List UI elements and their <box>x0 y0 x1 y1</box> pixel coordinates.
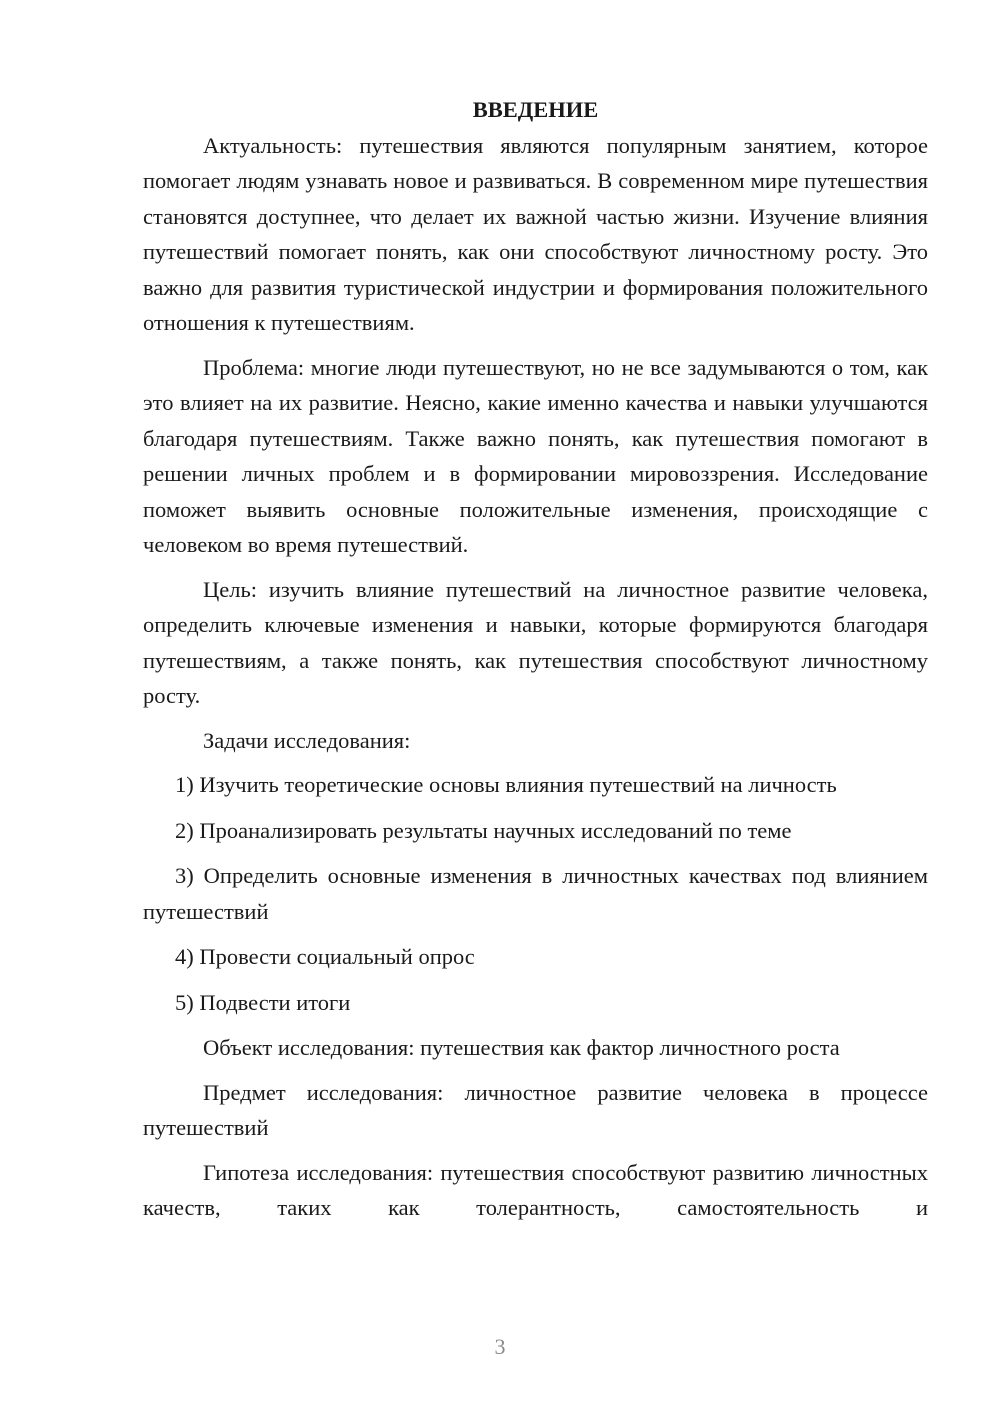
paragraph-subject: Предмет исследования: личностное развитие человека в процессе путешествий <box>143 1079 928 1140</box>
task-item-5: 5) Подвести итоги <box>175 989 351 1015</box>
page-title: ВВЕДЕНИЕ <box>472 97 599 122</box>
document-page <box>143 92 928 1235</box>
task-item-4: 4) Провести социальный опрос <box>175 944 475 969</box>
paragraph-object: Объект исследования: путешествия как фактор личностного роста <box>203 1035 840 1060</box>
paragraph-relevance: Актуальность: путешествия являются популярным занятием, которое помогает людям узнавать новое и развиваться. В современном мире путешествия становятся доступнее, что делает их важной частью жизни. Изучение влияния путешествий помогает понять, как они способствуют личностному росту. Это важно для развития туристической индустрии и формирования положительного отношения к путешествиям. <box>143 132 928 335</box>
paragraph-goal: Цель: изучить влияние путешествий на личностное развитие человека, определить ключевые изменения и навыки, которые формируются благодаря путешествиям, а также понять, как путешествия способствуют личностному росту. <box>143 576 928 708</box>
task-item-2: 2) Проанализировать результаты научных исследований по теме <box>175 817 792 843</box>
paragraph-hypothesis: Гипотеза исследования: путешествия способствуют развитию личностных качеств, таких как толерантность, самостоятельность и <box>143 1159 928 1220</box>
tasks-title: Задачи исследования: <box>203 727 411 753</box>
paragraph-problem: Проблема: многие люди путешествуют, но не все задумываются о том, как это влияет на их развитие. Неясно, какие именно качества и навыки улучшаются благодаря путешествиям. Также важно понять, как путешествия помогают в решении личных проблем и в формировании мировоззрения. Исследование поможет выявить основные положительные изменения, происходящие с человеком во время путешествий. <box>143 354 928 557</box>
task-item-1: 1) Изучить теоретические основы влияния путешествий на личность <box>175 772 837 797</box>
page-number: 3 <box>494 1334 506 1359</box>
task-item-3: 3) Определить основные изменения в личностных качествах под влиянием путешествий <box>143 863 928 924</box>
